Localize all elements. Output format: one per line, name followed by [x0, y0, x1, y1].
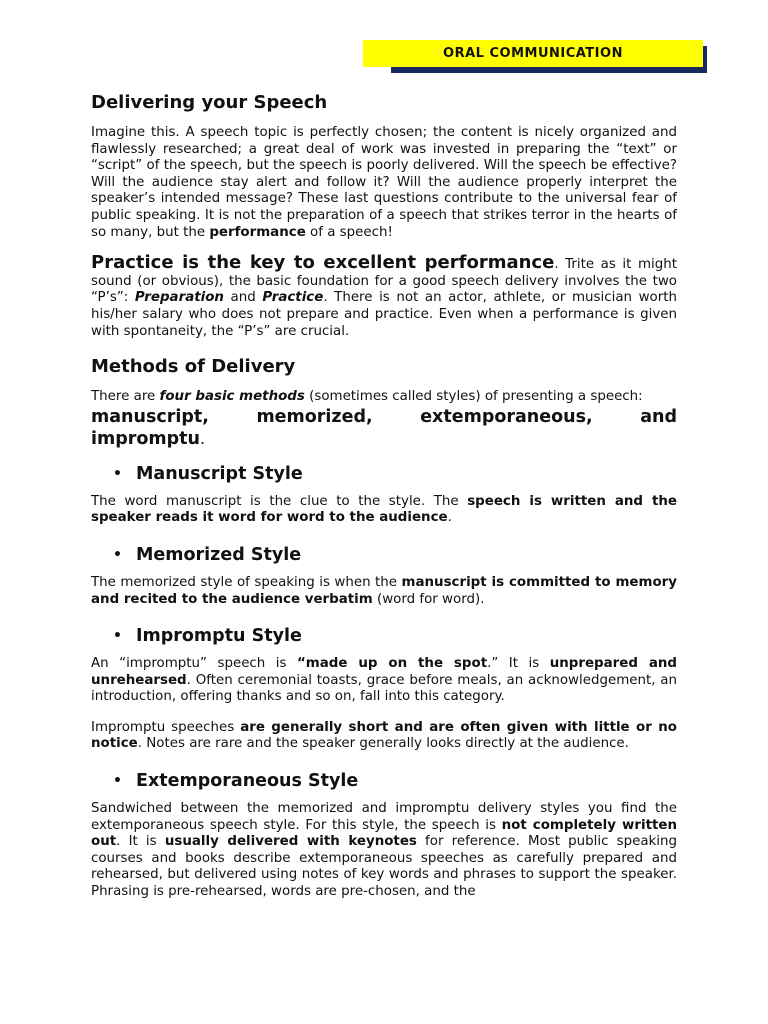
emphasis-practice: Practice	[262, 290, 324, 306]
section-title-delivering: Delivering your Speech	[91, 92, 328, 113]
emphasis-short: are generally short and are often given with little or no notice	[91, 719, 677, 752]
paragraph-text: .	[447, 510, 452, 526]
heading-text: Memorized Style	[136, 544, 302, 565]
paragraph-text: The word manuscript is the clue to the style. The	[91, 493, 468, 509]
paragraph-text: Imagine this. A speech topic is perfectly chosen; the content is nicely organized and flawlessly researched; a great deal of work was invested in preparing the “text” or “script” of the speech, but the speech is poorly delivered. Will the speech be effective? Will the audience stay alert and follow it? Will the audience properly interpret the speaker’s intended message? These last questions contribute to the universal fear of public speaking. It is not the preparation of a speech that strikes terror in the hearts of so many, but the	[91, 125, 677, 240]
bullet-icon: •	[113, 628, 122, 645]
paragraph-practice	[91, 252, 677, 340]
paragraph-methods-intro	[91, 389, 677, 406]
heading-impromptu-style	[91, 624, 677, 648]
paragraph-text: (word for word).	[372, 591, 485, 607]
heading-memorized-style	[91, 543, 677, 567]
emphasis-unprepared: unprepared and unrehearsed	[91, 656, 677, 688]
paragraph-text: and	[223, 290, 263, 306]
paragraph-impromptu-1	[91, 656, 677, 706]
heading-text: Impromptu Style	[136, 626, 302, 647]
paragraph-text: .	[200, 428, 206, 448]
paragraph-text: . Trite as it might sound (or obvious), the basic foundation for a good speech delivery involves the two “P’s”:	[91, 257, 677, 306]
heading-manuscript-style	[91, 462, 677, 486]
paragraph-extemporaneous	[91, 801, 677, 901]
paragraph-text: (sometimes called styles) of presenting a speech:	[304, 389, 643, 405]
paragraph-text: for reference. Most public speaking courses and books describe extemporaneous speeches as carefully prepared and rehearsed, but delivered using notes of key words and phrases to support the speaker. Phrasing is pre-rehearsed, words are pre-chosen, and the	[91, 834, 677, 900]
document-body	[91, 90, 677, 901]
paragraph-text: . Often ceremonial toasts, grace before meals, an acknowledgement, an introduction, offering thanks and so on, fall into this category.	[91, 672, 677, 705]
paragraph-text: An “impromptu” speech is	[91, 656, 297, 672]
heading-extemporaneous-style	[91, 769, 677, 793]
emphasis-not-written: not completely written out	[91, 817, 677, 850]
paragraph-impromptu-2	[91, 720, 677, 753]
paragraph-text: of a speech!	[305, 224, 393, 240]
paragraph-text: There are	[91, 389, 160, 405]
paragraph-text: . Notes are rare and the speaker generally looks directly at the audience.	[137, 736, 629, 752]
paragraph-text: . It is	[116, 834, 165, 850]
emphasis-keynotes: usually delivered with keynotes	[164, 834, 417, 850]
emphasis-performance: performance	[209, 224, 306, 240]
bullet-icon: •	[113, 773, 122, 790]
emphasis-preparation: Preparation	[134, 290, 224, 306]
paragraph-text: . There is not an actor, athlete, or musician worth his/her salary who does not prepare and practice. Even when a performance is given with spontaneity, the “P’s” are crucial.	[91, 290, 677, 339]
paragraph-text: .” It is	[487, 656, 550, 672]
heading-text: Manuscript Style	[136, 463, 303, 484]
methods-list-line: manuscript, memorized, extemporaneous, and	[91, 406, 677, 427]
heading-text: Extemporaneous Style	[136, 771, 359, 792]
paragraph-text: Sandwiched between the memorized and impromptu delivery styles you find the extemporaneous speech style. For this style, the speech is	[91, 801, 677, 833]
paragraph-text: The memorized style of speaking is when the	[91, 574, 402, 590]
emphasis-made-up: “made up on the spot	[296, 656, 488, 672]
bullet-icon: •	[113, 465, 122, 482]
header-banner-label: ORAL COMMUNICATION	[363, 40, 703, 67]
paragraph-manuscript	[91, 494, 677, 527]
paragraph-text: Impromptu speeches	[91, 719, 241, 735]
emphasis-four-methods: four basic methods	[159, 389, 305, 405]
methods-list-last-line	[91, 428, 677, 450]
paragraph-imagine	[91, 125, 677, 241]
practice-lead: Practice is the key to excellent performance	[91, 252, 555, 274]
emphasis-memorized: manuscript is committed to memory and recited to the audience verbatim	[91, 574, 677, 607]
header-banner	[363, 40, 707, 74]
paragraph-memorized	[91, 575, 677, 608]
methods-impromptu: impromptu	[91, 428, 200, 449]
emphasis-manuscript: speech is written and the speaker reads it word for word to the audience	[91, 493, 677, 526]
section-title-methods: Methods of Delivery	[91, 356, 296, 378]
bullet-icon: •	[113, 546, 122, 563]
